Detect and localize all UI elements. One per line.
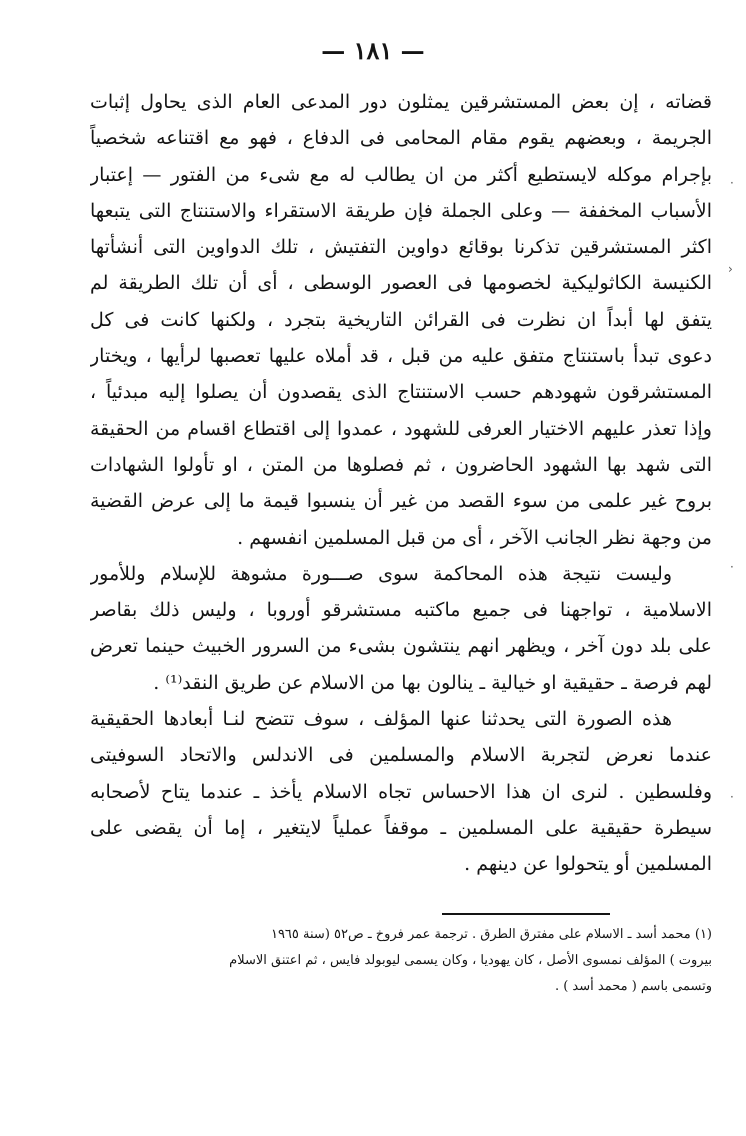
text-line: الجريمة ، وبعضهم يقوم مقام المحامى فى الدفاع ، فهو مع اقتناعه شخصياً xyxy=(90,127,712,150)
text-line: على بلد دون آخر ، ويظهر انهم ينتشون بشىء من السرور الخبيث حينما تعرض xyxy=(90,635,712,658)
text-line: المستشرقون شهودهم حسب الاستنتاج الذى يقصدون أن يصلوا إليه مبدئياً ، xyxy=(90,381,712,404)
text-line: وإذا تعذر عليهم الاختيار العرفى للشهود ، عمدوا إلى اقتطاع اقسام من الحقيقة xyxy=(90,417,712,440)
text-line: قضاته ، إن بعض المستشرقين يمثلون دور المدعى العام الذى يحاول إثبات xyxy=(90,91,712,113)
margin-tick-mark: · xyxy=(730,176,734,190)
footnote-line: بيروت ) المؤلف نمسوى الأصل ، كان يهوديا ، وكان يسمى ليوبولد فايس ، ثم اعتنق الاسلام xyxy=(229,953,712,968)
text-line: الاسلامية ، تواجهنا فى جميع ماكتبه مستشرقو أوروبا ، وليس ذلك بقاصر xyxy=(90,599,712,622)
footnote-line: (١) محمد أسد ـ الاسلام على مفترق الطرق . ترجمة عمر فروخ ـ ص٥٢ (سنة ١٩٦٥ xyxy=(270,927,712,942)
text-line: عندما نعرض لتجربة الاسلام والمسلمين فى الاندلس والاتحاد السوفيتى xyxy=(90,744,712,767)
margin-tick-mark: · xyxy=(730,560,734,574)
text-line: وفلسطين . لنرى ان هذا الاحساس تجاه الاسلام يأخذ ـ عندما يتاح لأصحابه xyxy=(90,780,712,803)
margin-tick-mark: › xyxy=(728,262,733,276)
text-line: لهم فرصة ـ حقيقية او خيالية ـ ينالون بها من الاسلام عن طريق النقد⁽¹⁾ . xyxy=(153,671,712,694)
text-line: المسلمين أو يتحولوا عن دينهم . xyxy=(464,853,712,876)
text-line: سيطرة حقيقية على المسلمين ـ موقفاً عملياً لايتغير ، إما أن يقضى على xyxy=(90,816,712,839)
text-line: الأسباب المخففة — وعلى الجملة فإن طريقة الاستقراء والاستنتاج التى يتبعها xyxy=(90,199,712,222)
page-number: — ١٨١ — xyxy=(321,36,425,65)
text-line: هذه الصورة التى يحدثنا عنها المؤلف ، سوف تتضح لنـا أبعادها الحقيقية xyxy=(90,708,672,731)
footnotes xyxy=(90,922,712,1000)
footnote-divider xyxy=(442,913,610,915)
body-text xyxy=(90,84,712,883)
text-line: اكثر المستشرقين تذكرنا بوقائع دواوين التفتيش ، تلك الدواوين التى أنشأتها xyxy=(90,236,712,259)
text-line: من وجهة نظر الجانب الآخر ، أى من قبل المسلمين انفسهم . xyxy=(237,526,712,549)
text-line: دعوى تبدأ باستنتاج متفق عليه من قبل ، قد أملاه عليها تعصبها لرأيها ، ويختار xyxy=(90,345,712,368)
text-line: يتفق لها أبداً ان نظرت فى القرائن التاريخية بتجرد ، ولكنها كانت فى كل xyxy=(90,308,712,331)
text-line: الكنيسة الكاثوليكية لخصومها فى العصور الوسطى ، أى أن تلك الطريقة لم xyxy=(90,272,712,295)
text-line: وليست نتيجة هذه المحاكمة سوى صـــورة مشوهة للإسلام وللأمور xyxy=(90,562,672,585)
margin-tick-mark: · xyxy=(730,790,734,804)
text-line: بروح غير علمى من سوء القصد من غير أن ينسبوا قيمة ما إلى عرض القضية xyxy=(90,490,712,513)
footnote-line: وتسمى باسم ( محمد أسد ) . xyxy=(554,979,712,994)
text-line: التى شهد بها الشهود الحاضرون ، ثم فصلوها من المتن ، او تأولوا الشهادات xyxy=(90,453,712,476)
text-line: بإجرام موكله لايستطيع أكثر من ان يطالب له مع شىء من الفتور — إعتبار xyxy=(90,163,712,186)
